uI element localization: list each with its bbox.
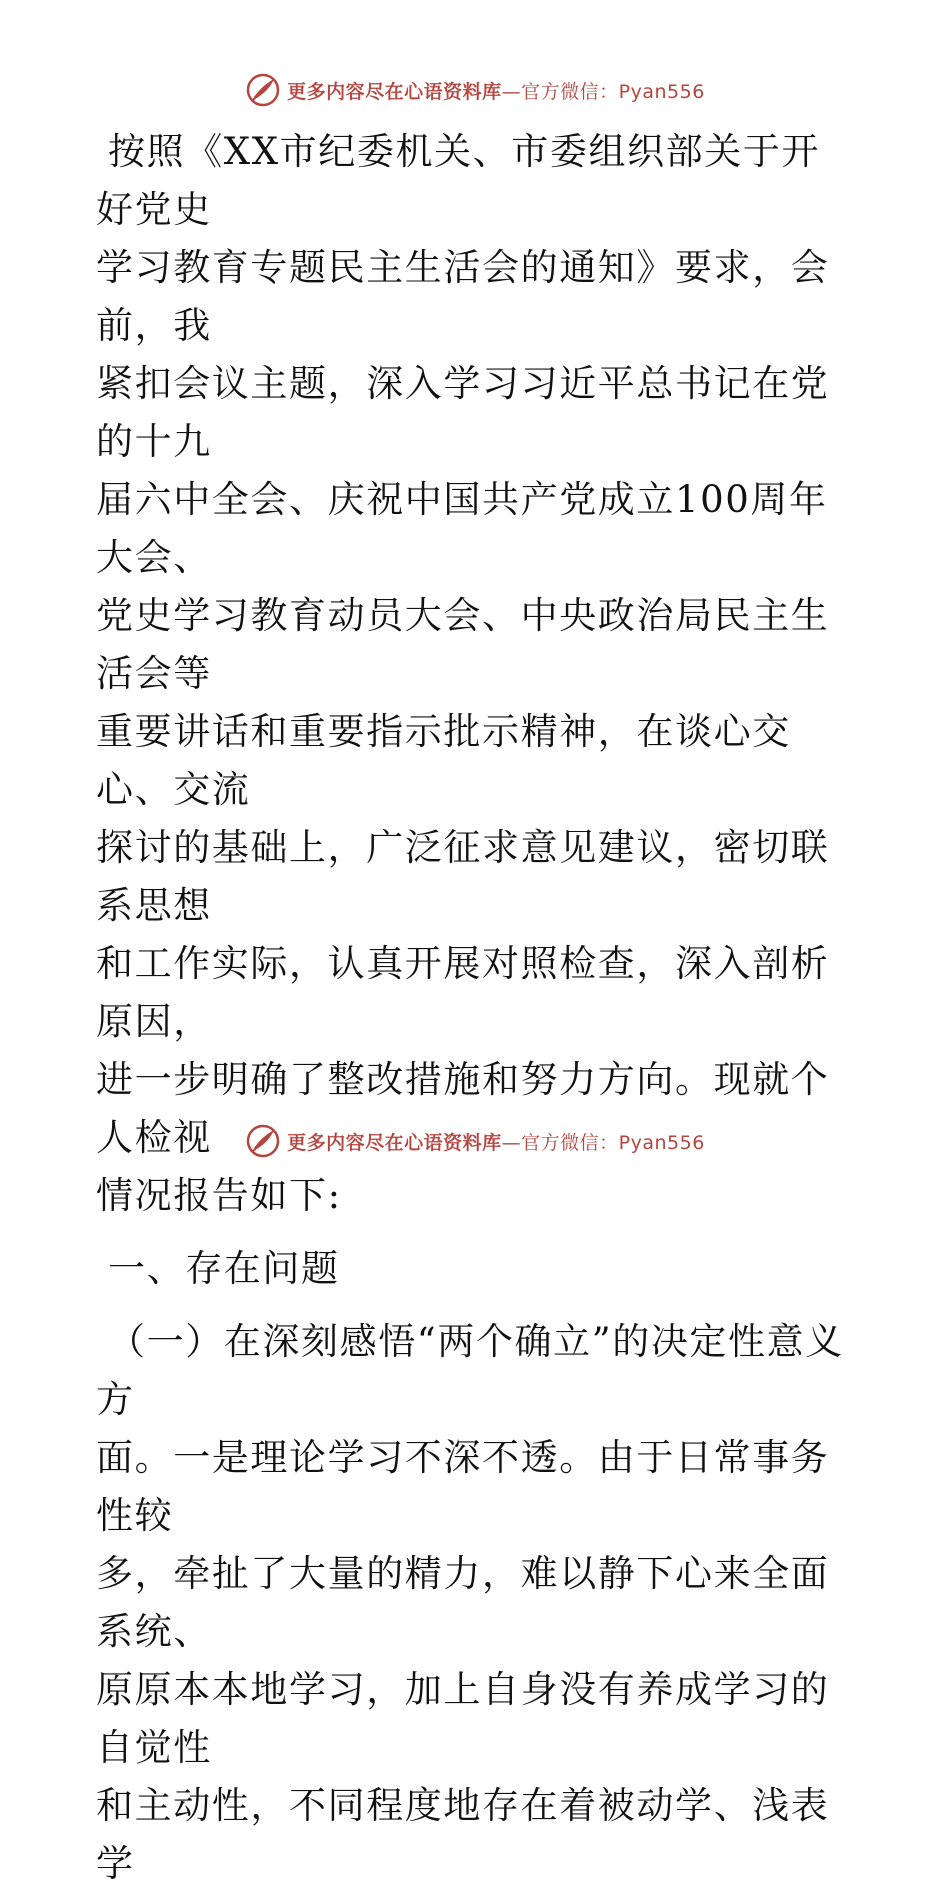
text-line: 和工作实际，认真开展对照检查，深入剖析原因， [96, 942, 830, 1043]
quill-logo-icon [245, 1123, 281, 1159]
text-line: 和主动性，不同程度地存在着被动学、浅表学 [96, 1784, 830, 1885]
watermark-footer [0, 1121, 950, 1161]
text-line: 多，牵扯了大量的精力，难以静下心来全面系统、 [96, 1552, 830, 1653]
text-line: 探讨的基础上，广泛征求意见建议，密切联系思想 [96, 826, 830, 927]
text-line: 原原本本地学习，加上自身没有养成学习的自觉性 [96, 1668, 830, 1769]
text-line: 紧扣会议主题，深入学习习近平总书记在党的十九 [96, 362, 830, 463]
text-line: 按照《XX市纪委机关、市委组织部关于开好党史 [96, 130, 821, 231]
subsection-paragraph [96, 1313, 856, 1893]
text-line: 重要讲话和重要指示批示精神，在谈心交心、交流 [96, 710, 791, 811]
text-line: 届六中全会、庆祝中国共产党成立100周年大会、 [96, 478, 828, 579]
watermark-text: 更多内容尽在心语资料库—官方微信：Pyan556 [287, 80, 705, 103]
text-line: 学习教育专题民主生活会的通知》要求，会前，我 [96, 246, 830, 347]
text-line: （一）在深刻感悟“两个确立”的决定性意义方 [96, 1320, 844, 1421]
section-heading: 一、存在问题 [108, 1247, 340, 1290]
text-line: 进一步明确了整改措施和努力方向。现就个人检视 [96, 1058, 830, 1159]
document-body [96, 123, 856, 1893]
intro-paragraph [96, 123, 856, 1225]
watermark-text: 更多内容尽在心语资料库—官方微信：Pyan556 [287, 1131, 705, 1154]
text-line: 党史学习教育动员大会、中央政治局民主生活会等 [96, 594, 830, 695]
text-line: 面。一是理论学习不深不透。由于日常事务性较 [96, 1436, 830, 1537]
watermark-header [0, 70, 950, 110]
quill-logo-icon [245, 72, 281, 108]
text-line: 情况报告如下: [96, 1174, 342, 1217]
